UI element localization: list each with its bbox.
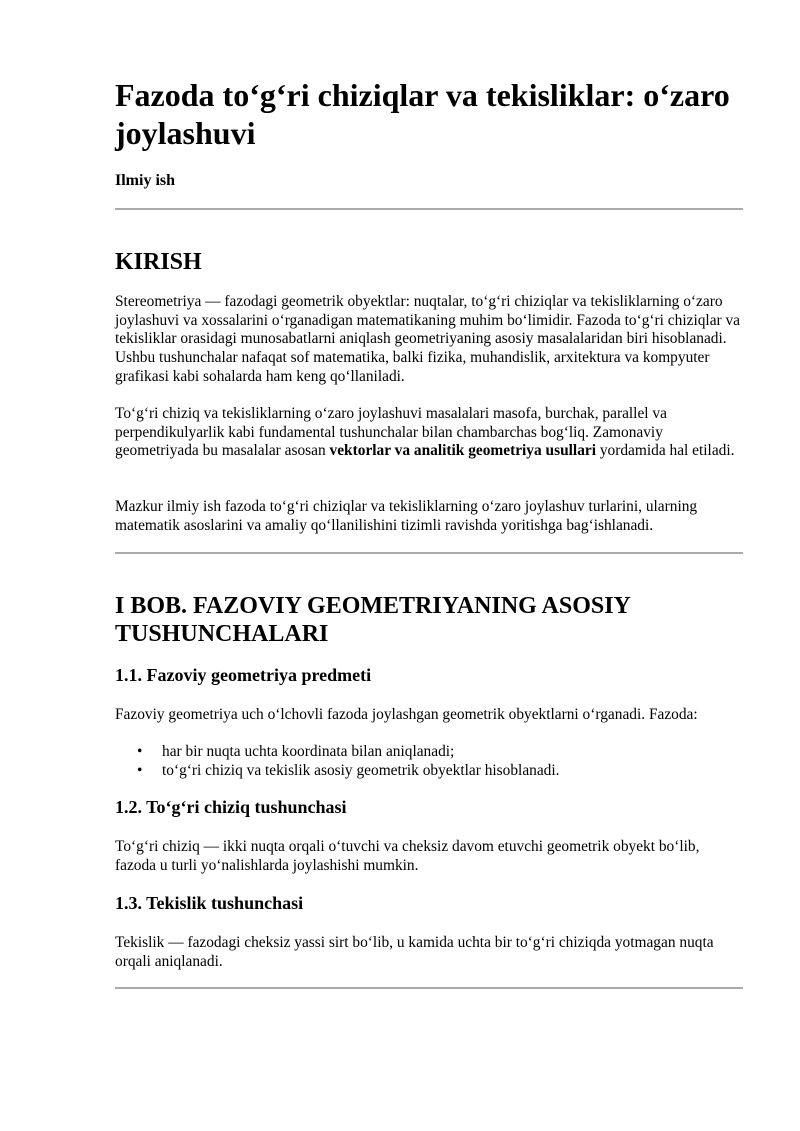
list-item-text: to‘g‘ri chiziq va tekislik asosiy geometrik obyektlar hisoblanadi.	[162, 761, 560, 779]
subsection-1-3-paragraph: Tekislik — fazodagi cheksiz yassi sirt bo‘lib, u kamida uchta bir to‘g‘ri chiziqda yotmagan nuqta orqali aniqlanadi.	[115, 934, 714, 970]
subsection-1-1-paragraph: Fazoviy geometriya uch o‘lchovli fazoda joylashgan geometrik obyektlarni o‘rganadi. Fazoda:	[115, 706, 698, 723]
intro-paragraph-1: Stereometriya — fazodagi geometrik obyektlar: nuqtalar, to‘g‘ri chiziqlar va tekisliklarning o‘zaro joylashuvi va xossalarini o‘rganadigan matematikaning muhim bo‘limidir. Fazoda to‘g‘ri chiziqlar va tekisliklar orasidagi munosabatlarni aniqlash geometriyaning asosiy masalalaridan biri hisoblanadi. Ushbu tushunchalar nafaqat sof matematika, balki fizika, muhandislik, arxitektura va kompyuter grafikasi kabi sohalarda ham keng qo‘llaniladi.	[115, 293, 741, 385]
bullet-glyph: •	[137, 743, 143, 760]
subsection-heading-1-3: 1.3. Tekislik tushunchasi	[115, 893, 304, 913]
subsection-1-2-paragraph: To‘g‘ri chiziq — ikki nuqta orqali o‘tuvchi va cheksiz davom etuvchi geometrik obyekt bo‘lib, fazoda u turli yo‘nalishlarda joylashishi mumkin.	[115, 838, 700, 874]
list-item	[115, 762, 743, 781]
section-heading-intro: KIRISH	[115, 249, 202, 275]
horizontal-rule	[115, 552, 743, 554]
bullet-glyph: •	[137, 761, 143, 779]
intro-paragraph-2-text-end: yordamida hal etiladi.	[596, 442, 735, 460]
list-item-text: har bir nuqta uchta koordinata bilan aniqlanadi;	[162, 743, 455, 760]
document-subtitle: Ilmiy ish	[115, 172, 176, 189]
bullet-list	[115, 743, 743, 780]
intro-paragraph-2-text-start: To‘g‘ri chiziq va tekisliklarning o‘zaro joylashuvi masalalari masofa, burchak, parallel va perpendikulyarlik kabi fundamental tushunchalar bilan chambarchas bog‘liq. Zamonaviy geometriyada bu masalalar asosan	[115, 405, 667, 460]
subsection-heading-1-2: 1.2. To‘g‘ri chiziq tushunchasi	[115, 797, 347, 817]
document-title: Fazoda to‘g‘ri chiziqlar va tekisliklar: o‘zaro joylashuvi	[115, 77, 730, 151]
horizontal-rule	[115, 208, 743, 210]
intro-paragraph-2	[115, 405, 743, 461]
subsection-heading-1-1: 1.1. Fazoviy geometriya predmeti	[115, 665, 372, 685]
chapter-heading: I BOB. FAZOVIY GEOMETRIYANING ASOSIY TUSHUNCHALARI	[115, 593, 630, 647]
list-item	[115, 743, 743, 762]
intro-paragraph-2-bold: vektorlar va analitik geometriya usullari	[329, 442, 596, 460]
intro-paragraph-3: Mazkur ilmiy ish fazoda to‘g‘ri chiziqlar va tekisliklarning o‘zaro joylashuv turlarini, ularning matematik asoslarini va amaliy qo‘llanilishini tizimli ravishda yoritishga bag‘ishlanadi.	[115, 498, 698, 534]
horizontal-rule	[115, 987, 743, 989]
